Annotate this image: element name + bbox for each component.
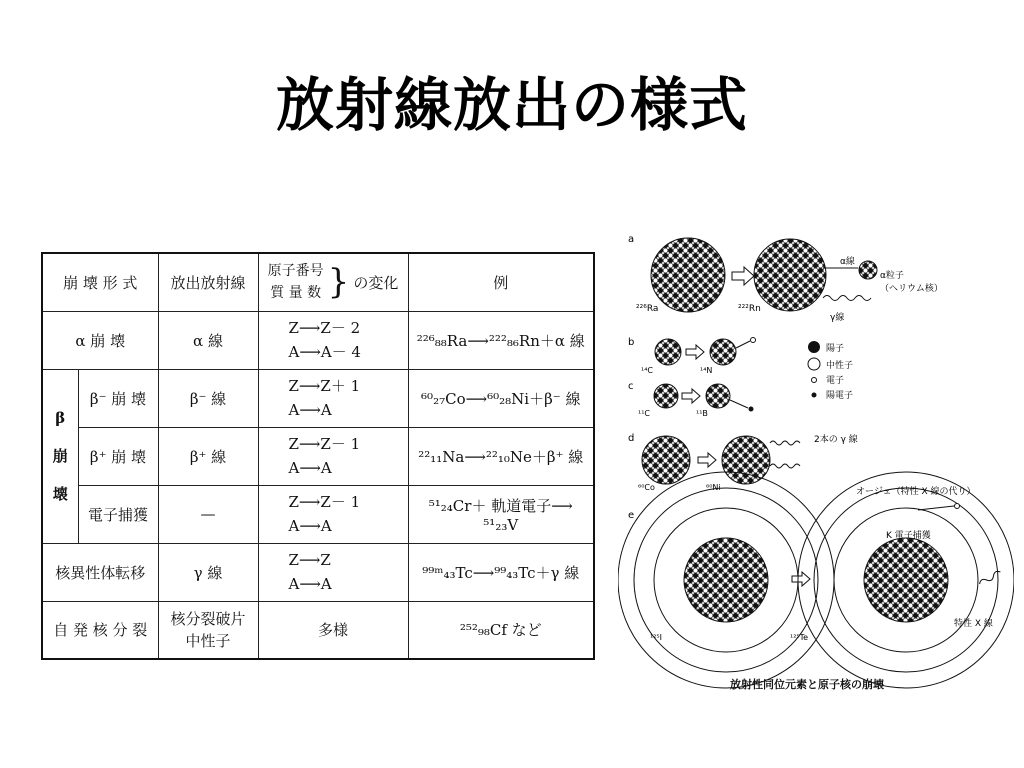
nucleus-ni60-icon xyxy=(722,436,770,484)
nucleus-c14-icon xyxy=(655,339,681,365)
row-change xyxy=(258,311,408,369)
gamma-ray-label: γ線 xyxy=(830,313,845,323)
legend-label: 中性子 xyxy=(826,361,854,371)
hollow-arrow-icon xyxy=(682,389,700,403)
nucleus-n14-icon xyxy=(710,339,736,365)
header-atomic-number: 原子番号 xyxy=(267,263,324,280)
row-a-change: A⟶A xyxy=(288,517,332,535)
nucleus-rn222-icon xyxy=(754,239,826,311)
nucleus-c11-icon xyxy=(654,384,678,408)
table-row xyxy=(42,311,594,369)
row-example: ²⁵²₉₈Cf など xyxy=(408,601,594,659)
panel-label-a: a xyxy=(628,234,635,245)
alpha-ray-label: α線 xyxy=(840,257,855,267)
row-a-change: A⟶A－ 4 xyxy=(288,343,361,361)
neutron-legend-icon xyxy=(808,358,820,370)
nuclide-label: ¹¹B xyxy=(696,409,708,418)
hollow-arrow-icon xyxy=(698,453,716,467)
nuclide-label: ¹¹C xyxy=(638,409,650,418)
panel-label-c: c xyxy=(628,381,634,392)
proton-legend-icon xyxy=(808,341,820,353)
positron-icon xyxy=(749,407,754,412)
header-mode: 崩 壊 形 式 xyxy=(42,253,158,311)
alpha-particle-note: （ヘリウム核） xyxy=(880,284,943,294)
beta-group-char: 壊 xyxy=(52,485,68,503)
panel-label-b: b xyxy=(628,337,635,348)
row-mode: 自 発 核 分 裂 xyxy=(42,601,158,659)
figure-caption: 放射性同位元素と原子核の崩壊 xyxy=(730,678,884,691)
row-change xyxy=(258,543,408,601)
nuclide-label: ¹²⁵Te xyxy=(790,633,809,642)
panel-label-d: d xyxy=(628,433,635,444)
electron-icon xyxy=(751,338,756,343)
row-mode: α 崩 壊 xyxy=(42,311,158,369)
auger-electron-icon xyxy=(955,504,960,509)
alpha-particle-icon xyxy=(859,261,877,279)
row-change xyxy=(258,485,408,543)
table-row xyxy=(42,427,594,485)
gamma-count-label: 2本の γ 線 xyxy=(814,435,858,445)
row-a-change: A⟶A xyxy=(288,459,332,477)
legend-label: 陽子 xyxy=(826,344,845,354)
beta-group-char: 崩 xyxy=(52,447,68,465)
nuclide-label: ⁶⁰Co xyxy=(638,483,655,492)
nuclide-label: ⁶⁰Ni xyxy=(706,483,721,492)
row-mode: β⁺ 崩 壊 xyxy=(78,427,158,485)
nuclide-label: ¹²⁵I xyxy=(650,633,662,642)
row-a-change: A⟶A xyxy=(288,575,332,593)
alpha-particle-label: α粒子 xyxy=(880,271,904,281)
table-row xyxy=(42,485,594,543)
row-z-change: Z⟶Z－ 2 xyxy=(288,319,361,337)
header-example: 例 xyxy=(408,253,594,311)
decay-mode-table xyxy=(41,252,595,660)
row-z-change: Z⟶Z xyxy=(288,551,331,569)
positron-legend-icon xyxy=(812,393,817,398)
row-change xyxy=(258,369,408,427)
row-change xyxy=(258,427,408,485)
row-radiation-line: 中性子 xyxy=(185,631,231,650)
row-radiation-line: 核分裂破片 xyxy=(170,609,246,628)
header-radiation: 放出放射線 xyxy=(158,253,258,311)
row-radiation: β⁺ 線 xyxy=(158,427,258,485)
table-header-row xyxy=(42,253,594,311)
row-z-change: Z⟶Z＋ 1 xyxy=(288,377,361,395)
char-xray-label: 特性 X 線 xyxy=(954,619,993,629)
hollow-arrow-icon xyxy=(732,267,754,285)
legend-label: 電子 xyxy=(826,376,845,386)
row-example: ²²₁₁Na⟶²²₁₀Ne＋β⁺ 線 xyxy=(408,427,594,485)
table-row xyxy=(42,369,594,427)
nuclide-label: ²²²Rn xyxy=(738,304,761,314)
row-radiation: — xyxy=(158,485,258,543)
panel-label-e: e xyxy=(628,510,635,521)
row-mode: 核異性体転移 xyxy=(42,543,158,601)
electron-legend-icon xyxy=(812,378,817,383)
gamma-wave-icon xyxy=(823,296,871,301)
brace-icon: } xyxy=(327,262,350,303)
row-example: ⁶⁰₂₇Co⟶⁶⁰₂₈Ni＋β⁻ 線 xyxy=(408,369,594,427)
gamma-wave-icon xyxy=(770,441,800,445)
header-change xyxy=(258,253,408,311)
beta-decay-group-label xyxy=(42,369,78,543)
legend-label: 陽電子 xyxy=(826,391,854,401)
positron-track xyxy=(730,400,748,408)
row-radiation: α 線 xyxy=(158,311,258,369)
row-example: ²²⁶₈₈Ra⟶²²²₈₆Rn＋α 線 xyxy=(408,311,594,369)
table-row xyxy=(42,601,594,659)
nucleus-ra226-icon xyxy=(651,238,725,312)
hollow-arrow-icon xyxy=(686,345,704,359)
row-mode: β⁻ 崩 壊 xyxy=(78,369,158,427)
auger-label: オージェ（特性 X 線の代り） xyxy=(856,487,976,497)
row-z-change: Z⟶Z－ 1 xyxy=(288,493,361,511)
row-change: 多様 xyxy=(258,601,408,659)
electron-track xyxy=(736,341,750,348)
header-change-suffix: の変化 xyxy=(353,273,399,292)
row-a-change: A⟶A xyxy=(288,401,332,419)
nuclide-label: ²²⁶Ra xyxy=(636,304,659,314)
nucleus-b11-icon xyxy=(706,384,730,408)
nuclide-label: ¹⁴N xyxy=(700,366,713,375)
beta-group-char: β xyxy=(55,409,66,427)
k-capture-label: K 電子捕獲 xyxy=(886,531,931,541)
row-radiation: β⁻ 線 xyxy=(158,369,258,427)
decay-illustration-figure xyxy=(618,228,1014,698)
row-mode: 電子捕獲 xyxy=(78,485,158,543)
nucleus-co60-icon xyxy=(642,436,690,484)
auger-electron-track xyxy=(918,506,954,510)
nuclide-label: ¹⁴C xyxy=(641,366,653,375)
header-mass-number: 質 量 数 xyxy=(270,285,322,302)
row-example: ⁹⁹ᵐ₄₃Tc⟶⁹⁹₄₃Tc＋γ 線 xyxy=(408,543,594,601)
slide-title: 放射線放出の様式 xyxy=(275,71,748,139)
table-row xyxy=(42,543,594,601)
gamma-wave-icon xyxy=(770,464,800,468)
hollow-arrow-icon xyxy=(792,572,810,586)
row-z-change: Z⟶Z－ 1 xyxy=(288,435,361,453)
row-radiation xyxy=(158,601,258,659)
row-example: ⁵¹₂₄Cr＋ 軌道電子⟶ ⁵¹₂₃V xyxy=(408,485,594,543)
row-radiation: γ 線 xyxy=(158,543,258,601)
